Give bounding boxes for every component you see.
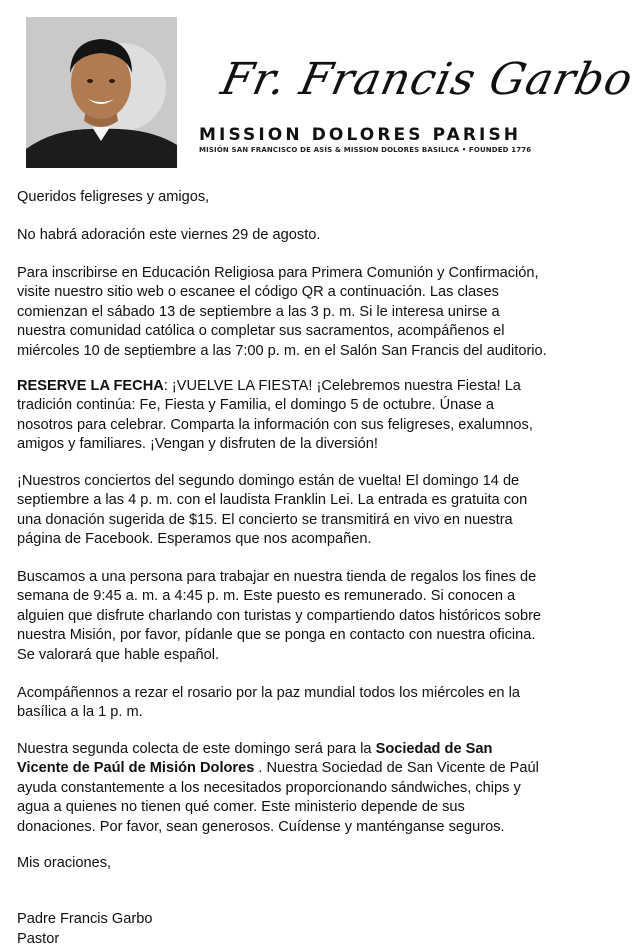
avatar [26, 17, 177, 168]
signer-title: Pastor [17, 931, 60, 947]
fiesta-paragraph [17, 377, 547, 455]
closing: Mis oraciones, [17, 855, 112, 871]
collection-text: . Nuestra Sociedad de San Vicente de Paúl ayuda constantemente a los necesitados proporcionando sándwiches, chips y agua a quienes no tienen qué comer. Este ministerio depende de sus donaciones. Por favor, sean generosos. Cuídense y manténganse seguros. [17, 760, 539, 835]
parish-tagline: MISIÓN SAN FRANCISCO DE ASÍS & MISSION DOLORES BASILICA • FOUNDED 1776 [199, 146, 532, 154]
signer-name: Padre Francis Garbo [17, 911, 153, 927]
letter-header [0, 0, 638, 175]
concerts-paragraph: ¡Nuestros conciertos del segundo domingo están de vuelta! El domingo 14 de septiembre a las 4 p. m. con el laudista Franklin Lei. La entrada es gratuita con una donación sugerida de $15. El concierto se transmitirá en vivo en nuestra página de Facebook. Esperamos que nos acompañen. [17, 473, 528, 548]
rosary-paragraph: Acompáñennos a rezar el rosario por la paz mundial todos los miércoles en la basílica a la 1 p. m. [17, 685, 520, 721]
fiesta-text: : ¡VUELVE LA FIESTA! ¡Celebremos nuestra Fiesta! La tradición continúa: Fe, Fiesta y Familia, el domingo 5 de octubre. Únase a nosotros para celebrar. Comparta la información con sus feligreses, exalumnos, amigos y familiares. ¡Vengan y disfruten de la diversión! [17, 378, 533, 453]
collection-paragraph [17, 740, 547, 837]
pastor-signature: Fr. Francis Garbo [216, 54, 638, 105]
parish-name: MISSION DOLORES PARISH [199, 125, 522, 145]
collection-beneficiary: Sociedad de San Vicente de Paúl de Misión Dolores [17, 741, 493, 777]
adoration-notice: No habrá adoración este viernes 29 de agosto. [17, 227, 321, 243]
collection-intro: Nuestra segunda colecta de este domingo será para la [17, 741, 376, 757]
gift-shop-paragraph: Buscamos a una persona para trabajar en nuestra tienda de regalos los fines de semana de 9:45 a. m. a 4:45 p. m. Este puesto es remunerado. Si conocen a alguien que disfrute charlando con turistas y compartiendo datos históricos sobre nuestra Misión, por favor, pídanle que se ponga en contacto con nuestra oficina. Se valorará que hable español. [17, 569, 542, 663]
reserve-date-label: RESERVE LA FECHA [17, 378, 164, 394]
priest-portrait-icon [26, 17, 177, 168]
greeting: Queridos feligreses y amigos, [17, 189, 210, 205]
religious-education-paragraph: Para inscribirse en Educación Religiosa para Primera Comunión y Confirmación, visite nuestro sitio web o escanee el código QR a continuación. Las clases comienzan el sábado 13 de septiembre a las 3 p. m. Si le interesa unirse a nuestra comunidad católica o completar sus sacramentos, acompáñenos el miércoles 10 de septiembre a las 7:00 p. m. en el Salón San Francis del auditorio. [17, 265, 547, 359]
